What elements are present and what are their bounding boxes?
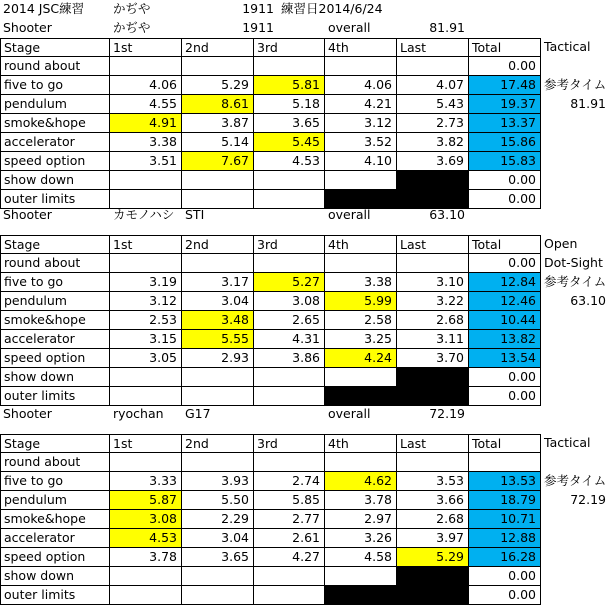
time-cell[interactable]: 5.85 bbox=[254, 491, 325, 510]
total-cell: 10.71 bbox=[469, 510, 541, 529]
column-header-2nd: 2nd bbox=[182, 38, 254, 57]
time-cell[interactable]: 5.45 bbox=[254, 133, 325, 152]
time-cell[interactable]: 3.17 bbox=[182, 273, 254, 292]
time-cell[interactable]: 4.06 bbox=[325, 76, 397, 95]
time-cell[interactable]: 2.65 bbox=[254, 311, 325, 330]
shooter-name: かぢや bbox=[113, 20, 151, 35]
time-cell[interactable] bbox=[397, 171, 469, 190]
time-cell[interactable]: 3.53 bbox=[397, 472, 469, 491]
time-cell[interactable]: 2.53 bbox=[110, 311, 182, 330]
total-cell: 13.54 bbox=[469, 349, 541, 368]
total-cell: 0.00 bbox=[469, 57, 541, 76]
time-cell[interactable]: 3.93 bbox=[182, 472, 254, 491]
practice-date: 練習日2014/6/24 bbox=[281, 1, 383, 16]
time-cell[interactable]: 2.58 bbox=[325, 311, 397, 330]
side-note: 参考タイム bbox=[544, 473, 607, 488]
time-cell[interactable]: 3.15 bbox=[110, 330, 182, 349]
total-cell: 15.86 bbox=[469, 133, 541, 152]
time-cell[interactable] bbox=[325, 254, 397, 273]
side-note bbox=[541, 453, 610, 472]
shooter-label: Shooter bbox=[3, 20, 52, 35]
time-cell[interactable]: 8.61 bbox=[182, 95, 254, 114]
time-cell[interactable] bbox=[182, 171, 254, 190]
total-cell: 0.00 bbox=[469, 190, 541, 209]
stage-name: outer limits bbox=[0, 190, 110, 209]
total-cell: 12.46 bbox=[469, 292, 541, 311]
stage-name: pendulum bbox=[0, 491, 110, 510]
time-cell[interactable]: 5.99 bbox=[325, 292, 397, 311]
time-cell[interactable]: 2.29 bbox=[182, 510, 254, 529]
side-note: 参考タイム bbox=[544, 274, 607, 289]
gun-name: STI bbox=[185, 207, 205, 222]
stage-name: round about bbox=[0, 57, 110, 76]
time-cell[interactable] bbox=[254, 586, 325, 605]
time-cell[interactable]: 4.07 bbox=[397, 76, 469, 95]
time-cell[interactable]: 3.82 bbox=[397, 133, 469, 152]
total-cell: 12.88 bbox=[469, 529, 541, 548]
total-cell: 17.48 bbox=[469, 76, 541, 95]
column-header-stage: Stage bbox=[0, 434, 110, 453]
time-cell[interactable]: 3.12 bbox=[325, 114, 397, 133]
shooter-label: Shooter bbox=[3, 406, 52, 421]
time-cell[interactable]: 5.55 bbox=[182, 330, 254, 349]
column-header-1st: 1st bbox=[110, 38, 182, 57]
time-cell[interactable]: 3.65 bbox=[254, 114, 325, 133]
column-header-1st: 1st bbox=[110, 434, 182, 453]
total-cell: 0.00 bbox=[469, 567, 541, 586]
time-cell[interactable] bbox=[254, 368, 325, 387]
time-cell[interactable]: 4.91 bbox=[110, 114, 182, 133]
time-cell[interactable]: 4.58 bbox=[325, 548, 397, 567]
time-cell[interactable]: 2.68 bbox=[397, 311, 469, 330]
stage-name: show down bbox=[0, 368, 110, 387]
side-note: 参考タイム bbox=[544, 77, 607, 92]
column-header-4th: 4th bbox=[325, 434, 397, 453]
time-cell[interactable]: 5.14 bbox=[182, 133, 254, 152]
time-cell[interactable]: 3.38 bbox=[325, 273, 397, 292]
overall-value: 63.10 bbox=[429, 207, 465, 222]
side-note: Dot-Sight bbox=[544, 255, 603, 270]
time-cell[interactable]: 4.10 bbox=[325, 152, 397, 171]
time-cell[interactable]: 2.61 bbox=[254, 529, 325, 548]
time-cell[interactable] bbox=[397, 387, 469, 406]
total-cell bbox=[469, 453, 541, 472]
total-cell: 19.37 bbox=[469, 95, 541, 114]
gun-name: 1911 bbox=[242, 20, 274, 35]
side-note bbox=[541, 57, 610, 76]
total-cell: 0.00 bbox=[469, 387, 541, 406]
time-cell[interactable]: 3.51 bbox=[110, 152, 182, 171]
time-cell[interactable]: 3.05 bbox=[110, 349, 182, 368]
time-cell[interactable] bbox=[110, 368, 182, 387]
time-cell[interactable]: 3.52 bbox=[325, 133, 397, 152]
time-cell[interactable] bbox=[110, 586, 182, 605]
column-header-last: Last bbox=[397, 235, 469, 254]
time-cell[interactable]: 2.93 bbox=[182, 349, 254, 368]
time-cell[interactable]: 7.67 bbox=[182, 152, 254, 171]
sheet-title: 2014 JSC練習 bbox=[3, 1, 85, 16]
stage-name: round about bbox=[0, 453, 110, 472]
stage-name: smoke&hope bbox=[0, 510, 110, 529]
time-cell[interactable]: 3.66 bbox=[397, 491, 469, 510]
stage-name: five to go bbox=[0, 76, 110, 95]
time-cell[interactable]: 3.08 bbox=[254, 292, 325, 311]
total-cell: 0.00 bbox=[469, 254, 541, 273]
time-cell[interactable]: 3.04 bbox=[182, 529, 254, 548]
total-cell: 15.83 bbox=[469, 152, 541, 171]
stage-name: outer limits bbox=[0, 586, 110, 605]
time-cell[interactable]: 5.87 bbox=[110, 491, 182, 510]
time-cell[interactable]: 3.78 bbox=[325, 491, 397, 510]
time-cell[interactable]: 5.27 bbox=[254, 273, 325, 292]
total-cell: 18.79 bbox=[469, 491, 541, 510]
shooter-name: カモノハシ bbox=[113, 207, 175, 222]
stage-name: show down bbox=[0, 567, 110, 586]
gun-name: G17 bbox=[185, 406, 211, 421]
time-cell[interactable] bbox=[254, 387, 325, 406]
time-cell[interactable]: 3.08 bbox=[110, 510, 182, 529]
column-header-last: Last bbox=[397, 434, 469, 453]
time-cell[interactable] bbox=[182, 368, 254, 387]
stage-name: outer limits bbox=[0, 387, 110, 406]
time-cell[interactable]: 3.22 bbox=[397, 292, 469, 311]
header-shooter: かぢや bbox=[113, 1, 151, 16]
column-header-2nd: 2nd bbox=[182, 434, 254, 453]
time-cell[interactable]: 4.24 bbox=[325, 349, 397, 368]
time-cell[interactable]: 3.26 bbox=[325, 529, 397, 548]
time-cell[interactable]: 2.68 bbox=[397, 510, 469, 529]
time-cell[interactable] bbox=[325, 586, 397, 605]
stage-name: accelerator bbox=[0, 133, 110, 152]
stage-name: speed option bbox=[0, 349, 110, 368]
total-cell: 0.00 bbox=[469, 171, 541, 190]
overall-label: overall bbox=[328, 406, 371, 421]
stage-name: show down bbox=[0, 171, 110, 190]
time-cell[interactable] bbox=[182, 57, 254, 76]
total-cell: 16.28 bbox=[469, 548, 541, 567]
column-header-last: Last bbox=[397, 38, 469, 57]
time-cell[interactable] bbox=[397, 567, 469, 586]
total-cell: 13.82 bbox=[469, 330, 541, 349]
column-header-3rd: 3rd bbox=[254, 38, 325, 57]
column-header-total: Total bbox=[469, 235, 541, 254]
time-cell[interactable]: 3.69 bbox=[397, 152, 469, 171]
overall-label: overall bbox=[328, 207, 371, 222]
time-cell[interactable] bbox=[325, 368, 397, 387]
overall-value: 72.19 bbox=[429, 406, 465, 421]
time-cell[interactable]: 2.74 bbox=[254, 472, 325, 491]
column-header-total: Total bbox=[469, 38, 541, 57]
time-cell[interactable]: 3.97 bbox=[397, 529, 469, 548]
total-cell: 0.00 bbox=[469, 586, 541, 605]
time-cell[interactable] bbox=[254, 254, 325, 273]
column-header-stage: Stage bbox=[0, 235, 110, 254]
side-note: Tactical bbox=[544, 39, 591, 54]
time-cell[interactable]: 5.29 bbox=[182, 76, 254, 95]
column-header-4th: 4th bbox=[325, 235, 397, 254]
time-cell[interactable] bbox=[325, 387, 397, 406]
column-header-total: Total bbox=[469, 434, 541, 453]
side-note: 72.19 bbox=[570, 492, 606, 507]
time-cell[interactable]: 4.06 bbox=[110, 76, 182, 95]
shooter-name: ryochan bbox=[113, 406, 164, 421]
stage-name: five to go bbox=[0, 472, 110, 491]
shooter-label: Shooter bbox=[3, 207, 52, 222]
side-note: Tactical bbox=[544, 435, 591, 450]
time-cell[interactable]: 4.31 bbox=[254, 330, 325, 349]
time-cell[interactable]: 2.73 bbox=[397, 114, 469, 133]
time-cell[interactable]: 4.27 bbox=[254, 548, 325, 567]
time-cell[interactable]: 3.12 bbox=[110, 292, 182, 311]
time-cell[interactable] bbox=[397, 254, 469, 273]
side-note: Open bbox=[544, 236, 578, 251]
time-cell[interactable]: 5.81 bbox=[254, 76, 325, 95]
time-cell[interactable] bbox=[325, 171, 397, 190]
time-cell[interactable] bbox=[325, 453, 397, 472]
header-code: 1911 bbox=[242, 1, 274, 16]
time-cell[interactable]: 5.18 bbox=[254, 95, 325, 114]
time-cell[interactable] bbox=[110, 453, 182, 472]
time-cell[interactable]: 3.65 bbox=[182, 548, 254, 567]
time-cell[interactable]: 4.55 bbox=[110, 95, 182, 114]
time-cell[interactable]: 2.97 bbox=[325, 510, 397, 529]
time-cell[interactable] bbox=[182, 586, 254, 605]
time-cell[interactable] bbox=[110, 567, 182, 586]
stage-name: accelerator bbox=[0, 330, 110, 349]
time-cell[interactable] bbox=[110, 57, 182, 76]
time-cell[interactable] bbox=[254, 567, 325, 586]
stage-name: pendulum bbox=[0, 292, 110, 311]
time-cell[interactable]: 4.62 bbox=[325, 472, 397, 491]
time-cell[interactable]: 3.33 bbox=[110, 472, 182, 491]
stage-name: speed option bbox=[0, 548, 110, 567]
time-cell[interactable]: 3.25 bbox=[325, 330, 397, 349]
time-cell[interactable]: 3.38 bbox=[110, 133, 182, 152]
time-cell[interactable] bbox=[254, 453, 325, 472]
time-cell[interactable] bbox=[254, 171, 325, 190]
overall-value: 81.91 bbox=[429, 20, 465, 35]
time-cell[interactable] bbox=[182, 254, 254, 273]
time-cell[interactable]: 4.53 bbox=[110, 529, 182, 548]
time-cell[interactable] bbox=[397, 368, 469, 387]
column-header-3rd: 3rd bbox=[254, 235, 325, 254]
overall-label: overall bbox=[328, 20, 371, 35]
stage-name: pendulum bbox=[0, 95, 110, 114]
total-cell: 12.84 bbox=[469, 273, 541, 292]
time-cell[interactable] bbox=[110, 254, 182, 273]
time-cell[interactable]: 3.11 bbox=[397, 330, 469, 349]
time-cell[interactable]: 3.04 bbox=[182, 292, 254, 311]
time-cell[interactable] bbox=[110, 171, 182, 190]
time-cell[interactable]: 3.19 bbox=[110, 273, 182, 292]
total-cell: 10.44 bbox=[469, 311, 541, 330]
time-cell[interactable] bbox=[254, 190, 325, 209]
time-cell[interactable]: 3.87 bbox=[182, 114, 254, 133]
time-cell[interactable] bbox=[325, 567, 397, 586]
time-cell[interactable] bbox=[182, 453, 254, 472]
time-cell[interactable] bbox=[182, 387, 254, 406]
time-cell[interactable]: 3.70 bbox=[397, 349, 469, 368]
column-header-4th: 4th bbox=[325, 38, 397, 57]
time-cell[interactable]: 2.77 bbox=[254, 510, 325, 529]
stage-name: five to go bbox=[0, 273, 110, 292]
time-cell[interactable] bbox=[397, 453, 469, 472]
column-header-1st: 1st bbox=[110, 235, 182, 254]
stage-name: speed option bbox=[0, 152, 110, 171]
total-cell: 0.00 bbox=[469, 368, 541, 387]
total-cell: 13.53 bbox=[469, 472, 541, 491]
column-header-stage: Stage bbox=[0, 38, 110, 57]
time-cell[interactable] bbox=[397, 57, 469, 76]
time-cell[interactable]: 3.86 bbox=[254, 349, 325, 368]
stage-name: smoke&hope bbox=[0, 114, 110, 133]
stage-name: round about bbox=[0, 254, 110, 273]
time-cell[interactable] bbox=[325, 57, 397, 76]
time-cell[interactable]: 5.50 bbox=[182, 491, 254, 510]
time-cell[interactable]: 4.21 bbox=[325, 95, 397, 114]
side-note: 81.91 bbox=[570, 96, 606, 111]
time-cell[interactable] bbox=[110, 387, 182, 406]
total-cell: 13.37 bbox=[469, 114, 541, 133]
time-cell[interactable]: 5.29 bbox=[397, 548, 469, 567]
stage-name: accelerator bbox=[0, 529, 110, 548]
time-cell[interactable] bbox=[397, 586, 469, 605]
time-cell[interactable] bbox=[182, 567, 254, 586]
time-cell[interactable]: 5.43 bbox=[397, 95, 469, 114]
column-header-3rd: 3rd bbox=[254, 434, 325, 453]
stage-name: smoke&hope bbox=[0, 311, 110, 330]
time-cell[interactable]: 3.78 bbox=[110, 548, 182, 567]
time-cell[interactable]: 4.53 bbox=[254, 152, 325, 171]
time-cell[interactable]: 3.10 bbox=[397, 273, 469, 292]
column-header-2nd: 2nd bbox=[182, 235, 254, 254]
time-cell[interactable] bbox=[254, 57, 325, 76]
side-note: 63.10 bbox=[570, 293, 606, 308]
time-cell[interactable]: 3.48 bbox=[182, 311, 254, 330]
